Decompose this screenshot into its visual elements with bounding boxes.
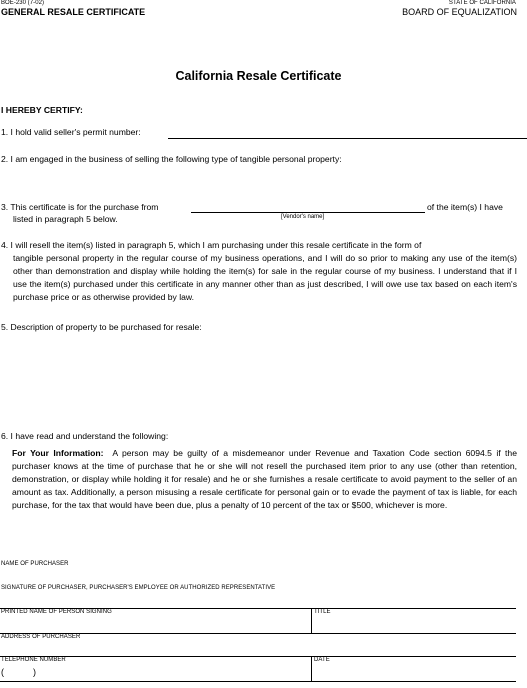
fyi-label: For Your Information: bbox=[12, 448, 104, 458]
divider-line bbox=[0, 681, 516, 682]
description-field[interactable] bbox=[12, 338, 512, 418]
item-4-paragraph bbox=[1, 239, 517, 304]
form-name: GENERAL RESALE CERTIFICATE bbox=[1, 7, 146, 17]
fyi-paragraph bbox=[12, 447, 517, 512]
signature-field[interactable] bbox=[290, 584, 510, 594]
business-type-field[interactable] bbox=[1, 168, 511, 180]
phone-close-paren: ) bbox=[33, 667, 36, 677]
vendor-name-caption: [Vendor's name] bbox=[281, 214, 325, 220]
date-field[interactable] bbox=[314, 668, 514, 680]
name-of-purchaser-field[interactable] bbox=[120, 560, 510, 570]
divider-vertical bbox=[311, 656, 312, 681]
item-3-label-line2: listed in paragraph 5 below. bbox=[13, 214, 118, 224]
agency-label: BOARD OF EQUALIZATION bbox=[402, 7, 517, 17]
form-number: BOE-230 (7-02) bbox=[1, 0, 45, 6]
item-3-label-cont: of the item(s) I have bbox=[427, 202, 503, 212]
state-label: STATE OF CALIFORNIA bbox=[448, 0, 516, 6]
address-field[interactable] bbox=[1, 644, 511, 656]
item-2-label: 2. I am engaged in the business of selling the following type of tangible personal property: bbox=[1, 154, 342, 164]
title-field[interactable] bbox=[314, 619, 514, 631]
item-3-label: 3. This certificate is for the purchase from bbox=[1, 202, 159, 212]
telephone-field[interactable] bbox=[40, 668, 305, 680]
permit-number-field[interactable] bbox=[168, 138, 527, 139]
address-label: ADDRESS OF PURCHASER bbox=[1, 634, 81, 640]
signature-label: SIGNATURE OF PURCHASER, PURCHASER'S EMPLOYEE OR AUTHORIZED REPRESENTATIVE bbox=[1, 585, 276, 591]
telephone-label: TELEPHONE NUMBER bbox=[1, 657, 66, 663]
item-6-label: 6. I have read and understand the following: bbox=[1, 431, 169, 441]
name-of-purchaser-label: NAME OF PURCHASER bbox=[1, 561, 69, 567]
date-label: DATE bbox=[314, 657, 330, 663]
title-label: TITLE bbox=[314, 609, 331, 615]
page-title: California Resale Certificate bbox=[175, 69, 342, 83]
vendor-name-field[interactable] bbox=[191, 212, 425, 213]
item-5-label: 5. Description of property to be purchased for resale: bbox=[1, 322, 202, 332]
certify-heading: I HEREBY CERTIFY: bbox=[1, 105, 83, 115]
item-4-lead: 4. I will resell the item(s) listed in paragraph 5, which I am purchasing under this resale certificate in the form of bbox=[1, 240, 422, 250]
fyi-text: A person may be guilty of a misdemeanor under Revenue and Taxation Code section 6094.5 if the purchaser knows at the time of purchase that he or she will not resell the purchased item prior to any use (other than retention, demonstration, or display while holding it for resale) and he or she furnishes a resale certificate to avoid payment to the seller of an amount as tax. Additionally, a person misusing a resale certificate for personal gain or to evade the payment of tax is liable, for each purchase, for the tax that would have been due, plus a penalty of 10 percent of the tax or $500, whichever is more. bbox=[12, 448, 517, 510]
printed-name-field[interactable] bbox=[1, 619, 306, 631]
divider-vertical bbox=[311, 608, 312, 633]
item-1-label: 1. I hold valid seller's permit number: bbox=[1, 127, 141, 137]
item-4-body: tangible personal property in the regular course of my business operations, and I will do so prior to making any use of the item(s) other than demonstration and display while holding the item(s) for sale in the regular course of my business. I understand that if I use the item(s) purchased under this certificate in any manner other than as just described, I will owe use tax based on each item's purchase price or as otherwise provided by law. bbox=[13, 253, 517, 302]
phone-open-paren: ( bbox=[1, 667, 4, 677]
divider-line bbox=[0, 656, 516, 657]
printed-name-label: PRINTED NAME OF PERSON SIGNING bbox=[1, 609, 112, 615]
